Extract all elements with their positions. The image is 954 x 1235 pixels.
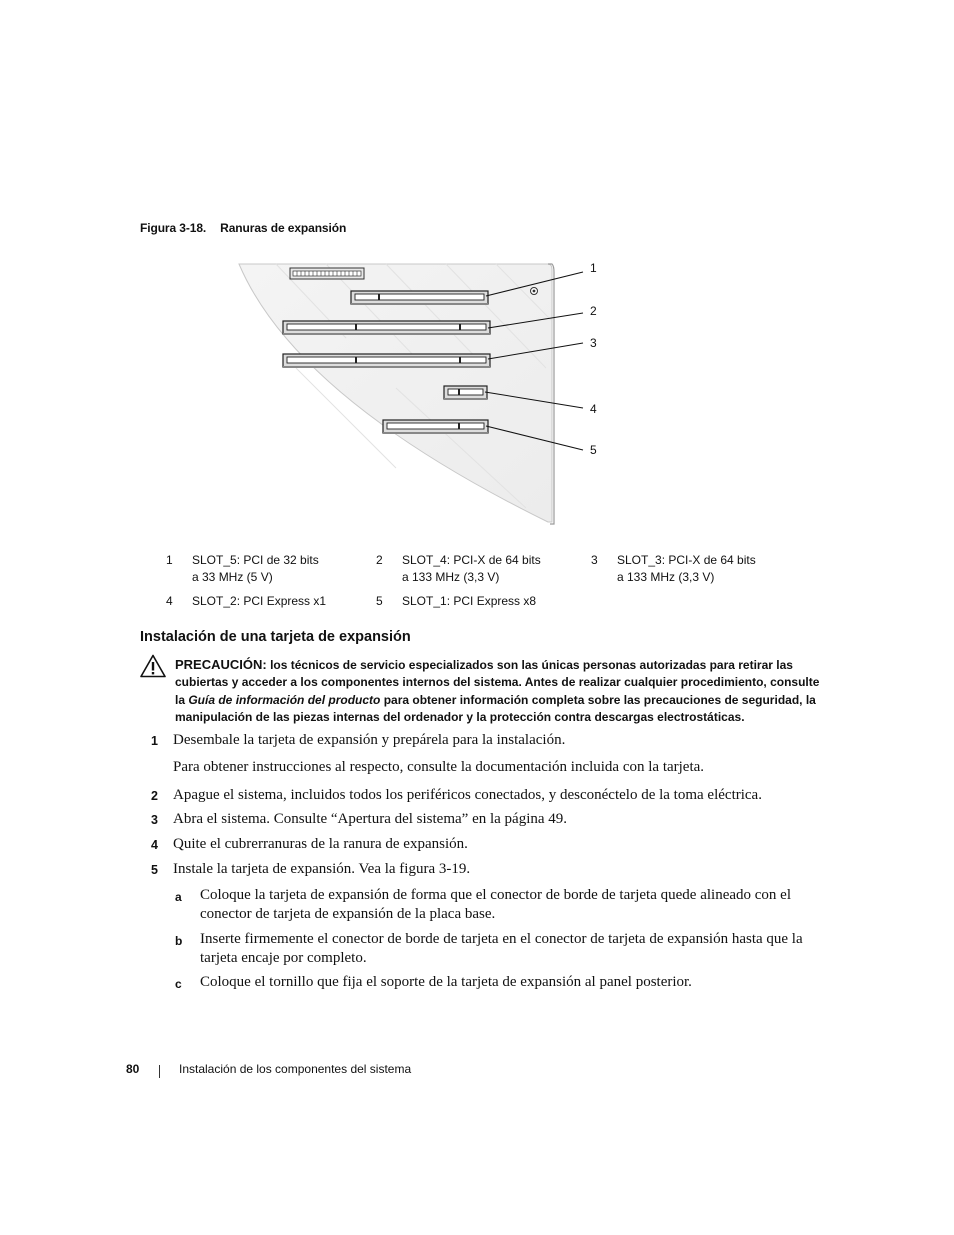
caution-emphasis: Guía de información del producto bbox=[188, 692, 381, 707]
chapter-title: Instalación de los componentes del sistema bbox=[179, 1062, 412, 1076]
step-text: Para obtener instrucciones al respecto, consulte la documentación incluida con la tarjeta. bbox=[173, 759, 705, 775]
page-footer bbox=[126, 1062, 412, 1076]
substep-text: Coloque el tornillo que fija el soporte de la tarjeta de expansión al panel posterior. bbox=[200, 974, 692, 990]
step-text: Instale la tarjeta de expansión. Vea la figura 3-19. bbox=[173, 861, 471, 877]
slot-5-connector bbox=[383, 420, 488, 433]
caution-text bbox=[175, 656, 820, 726]
legend-text: SLOT_4: PCI-X de 64 bits bbox=[402, 553, 541, 567]
step-number: 4 bbox=[151, 838, 158, 852]
slot-3-connector bbox=[283, 354, 490, 367]
substep-text: Inserte firmemente el conector de borde de tarjeta en el conector de tarjeta de expansión hasta que la tarjeta encaje por completo. bbox=[200, 931, 803, 966]
callout-5: 5 bbox=[590, 443, 597, 457]
callout-3: 3 bbox=[590, 336, 597, 350]
step-text: Abra el sistema. Consulte “Apertura del sistema” en la página 49. bbox=[173, 811, 568, 827]
callout-4: 4 bbox=[590, 402, 597, 416]
legend-number: 3 bbox=[591, 553, 598, 567]
slot-2-connector bbox=[283, 321, 490, 334]
figure-caption bbox=[140, 221, 346, 235]
legend-text: SLOT_1: PCI Express x8 bbox=[402, 594, 537, 608]
callout-2: 2 bbox=[590, 304, 597, 318]
slot-1-connector bbox=[351, 291, 488, 304]
caution-label: PRECAUCIÓN: bbox=[175, 657, 267, 672]
legend-number: 2 bbox=[376, 553, 383, 567]
legend-text: a 133 MHz (3,3 V) bbox=[617, 570, 715, 584]
figure-label: Figura 3-18. bbox=[140, 221, 207, 235]
caution-body: los técnicos de servicio especializados son las únicas personas autorizadas para retirar las cubiertas y acceder a los componentes internos del sistema. Antes de realizar cualquier procedimiento, consulte la bbox=[175, 658, 820, 707]
step-number: 5 bbox=[151, 863, 158, 877]
step-text: Apague el sistema, incluidos todos los periféricos conectados, y desconéctelo de la toma eléctrica. bbox=[173, 787, 762, 803]
caution-body-end: para obtener información completa sobre las precauciones de seguridad, la manipulación de las piezas internas del ordenador y la protección contra descargas electrostáticas. bbox=[175, 692, 816, 724]
footer-divider bbox=[159, 1065, 160, 1078]
warning-icon bbox=[140, 654, 166, 678]
legend-text: a 33 MHz (5 V) bbox=[192, 570, 273, 584]
figure-title: Ranuras de expansión bbox=[220, 221, 347, 235]
expansion-slots-diagram bbox=[236, 258, 616, 530]
substep-letter: a bbox=[175, 890, 182, 904]
legend-text: SLOT_3: PCI-X de 64 bits bbox=[617, 553, 756, 567]
legend-number: 1 bbox=[166, 553, 173, 567]
section-heading: Instalación de una tarjeta de expansión bbox=[140, 629, 411, 645]
step-number: 1 bbox=[151, 734, 158, 748]
page-number: 80 bbox=[126, 1062, 140, 1076]
step-number: 3 bbox=[151, 813, 158, 827]
legend-text: SLOT_2: PCI Express x1 bbox=[192, 594, 327, 608]
legend-number: 5 bbox=[376, 594, 383, 608]
slot-4-connector bbox=[444, 386, 487, 399]
step-text: Quite el cubrerranuras de la ranura de expansión. bbox=[173, 836, 468, 852]
substep-text: Coloque la tarjeta de expansión de forma que el conector de borde de tarjeta quede alineado con el conector de tarjeta de expansión de la placa base. bbox=[200, 887, 791, 922]
legend-text: SLOT_5: PCI de 32 bits bbox=[192, 553, 319, 567]
substep-letter: c bbox=[175, 977, 182, 991]
step-text: Desembale la tarjeta de expansión y prepárela para la instalación. bbox=[173, 732, 566, 748]
legend-number: 4 bbox=[166, 594, 173, 608]
step-number: 2 bbox=[151, 789, 158, 803]
header-connector bbox=[290, 268, 364, 279]
legend-text: a 133 MHz (3,3 V) bbox=[402, 570, 500, 584]
callout-1: 1 bbox=[590, 261, 597, 275]
substep-letter: b bbox=[175, 934, 183, 948]
